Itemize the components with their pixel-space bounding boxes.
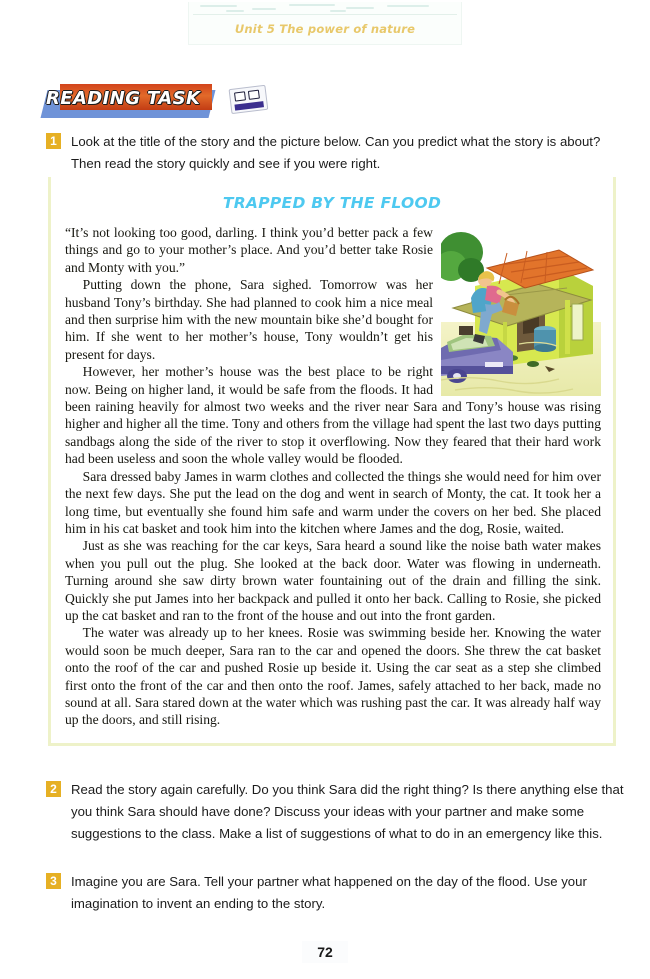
running-head-text: Unit 5 The power of nature (234, 22, 416, 36)
running-header (188, 2, 462, 45)
exercise-1 (46, 131, 624, 175)
exercise-2-number: 2 (46, 781, 61, 797)
page-number-value: 72 (302, 941, 348, 963)
header-speckle-decoration (195, 4, 455, 13)
story-paragraph: Just as she was reaching for the car keys, Sara heard a sound like the noise bath water makes when you pull out the plug. She looked at the back door. Water was flowing in underneath. Turning around she saw dirty brown water fountaining out of the drain and filling the sink. Quickly she put James into her backpack and pulled it onto her back. Calling to Rosie, she picked up the cat basket and ran to the front of the house and out into the front garden. (65, 538, 601, 623)
header-rule (193, 14, 457, 15)
cassette-reel-left (234, 91, 246, 101)
story-paragraph: Putting down the phone, Sara sighed. Tomorrow was her husband Tony’s birthday. She had planned to cook him a nice meal and then surprise him with the new mountain bike she’d bought for him. If she went to her mother’s house, Tony wouldn’t get his present for days. (65, 277, 433, 362)
cassette-tape-icon (226, 83, 269, 118)
banner-title: READING TASK (46, 88, 201, 109)
exercise-2 (46, 779, 624, 845)
story-paragraph: The water was already up to her knees. Rosie was swimming beside her. Knowing the water would soon be much deeper, Sara ran to the car and opened the doors. She threw the cat basket onto the roof of the car and pushed Rosie up beside it. Using the car seat as a step she climbed first onto the front of the car and then onto the roof. James, safely attached to her back, made no sound at all. Sara stared down at the water which was rushing past the car. It was already half way up the doors, and still rising. (65, 625, 601, 728)
cassette-reel-right (248, 90, 260, 100)
flood-illustration-svg (441, 226, 601, 396)
story-paragraph: However, her mother’s house was the best place to be right now. Being on higher land, it would be safe from the floods. It had been raining heavily for almost two weeks and the river near Sara and Tony’s house was rising higher and higher all the time. Tony and others from the village had spent the last two days putting sandbags along the side of the river to stop it overflowing. Now they feared that their hard work had been useless and soon the whole valley would be flooded. (65, 364, 602, 467)
exercise-3 (46, 871, 624, 915)
exercise-3-number: 3 (46, 873, 61, 889)
story-paragraph: Sara dressed baby James in warm clothes and collected the things she would need for him over the next few days. She put the lead on the dog and went in search of Monty, the cat. It took her a long time, but eventually she found him safe and warm under the covers on her bed. She placed him in his cat basket and took him into the kitchen where James and the dog, Rosie, waited. (65, 468, 601, 536)
exercise-1-text: Look at the title of the story and the picture below. Can you predict what the story is about? Then read the story quickly and see if you were right. (71, 134, 601, 171)
page-number (0, 941, 650, 963)
exercise-3-text: Imagine you are Sara. Tell your partner what happened on the day of the flood. Use your imagination to invent an ending to the story. (71, 874, 587, 911)
exercise-1-number: 1 (46, 133, 61, 149)
flood-illustration (441, 226, 601, 396)
story-text (65, 224, 601, 729)
reading-task-banner (44, 84, 224, 120)
story-title: TRAPPED BY THE FLOOD (222, 194, 442, 212)
story-paragraph: “It’s not looking too good, darling. I think you’d better pack a few things and go to your mother’s place. And you’d better take Rosie and Monty with you.” (65, 225, 433, 275)
story-box (48, 180, 616, 746)
exercise-2-text: Read the story again carefully. Do you think Sara did the right thing? Is there anything else that you think Sara should have done? Discuss your ideas with your partner and make some suggestions to the class. Make a list of suggestions of what to do in an emergency like this. (71, 782, 624, 841)
